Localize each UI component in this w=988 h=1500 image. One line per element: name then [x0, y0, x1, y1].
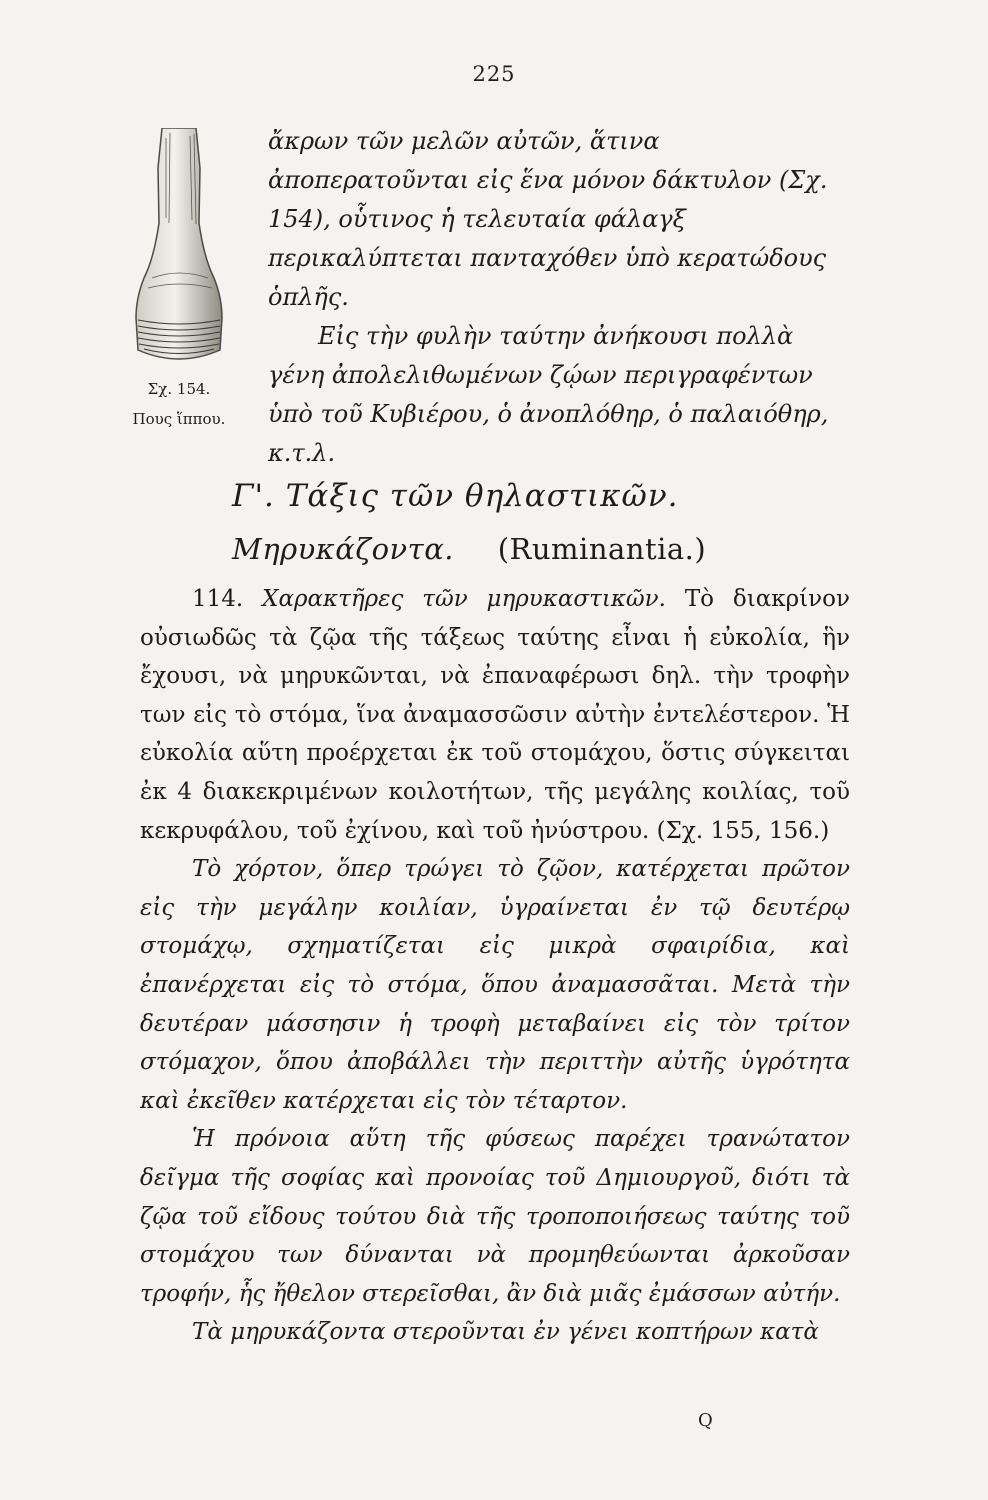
signature-mark: Q	[698, 1410, 713, 1431]
intro-paragraph-1: ἄκρων τῶν μελῶν αὐτῶν, ἅτινα ἀποπερατοῦνται εἰς ἕνα μόνον δάκτυλον (Σχ. 154), οὗτινος ἡ τελευταία φάλαγξ περικαλύπτεται πανταχόθεν ὑπὸ κερατώδους ὁπλῆς.	[268, 127, 828, 311]
paragraph-number: 114.	[192, 586, 244, 612]
page-number: 225	[472, 62, 516, 86]
order-name-latin: (Ruminantia.)	[497, 532, 707, 566]
figure-caption: Πους ἵππου.	[132, 410, 226, 428]
intro-paragraph-2: Εἰς τὴν φυλὴν ταύτην ἀνήκουσι πολλὰ γένη ἀπολελιθωμένων ζῴων περιγραφέντων ὑπὸ τοῦ Κυβιέρου, ὁ ἀνοπλόθηρ, ὁ παλαιόθηρ, κ.τ.λ.	[268, 322, 829, 467]
figure-number: Σχ. 154.	[147, 380, 211, 398]
order-heading: Γ'. Τάξις τῶν θηλαστικῶν.	[232, 478, 679, 514]
figure-horse-foot	[104, 128, 254, 450]
paragraph-114	[140, 580, 850, 850]
order-name-greek: Μηρυκάζοντα.	[232, 532, 454, 566]
paragraph-3: Ἡ πρόνοια αὕτη τῆς φύσεως παρέχει τρανώτατον δεῖγμα τῆς σοφίας καὶ προνοίας τοῦ Δημιουργοῦ, διότι τὰ ζῷα τοῦ εἴδους τούτου διὰ τῆς τροποποιήσεως ταύτης τοῦ στομάχου των δύνανται νὰ προμηθεύωνται ἀρκοῦσαν τροφήν, ἧς ἤθελον στερεῖσθαι, ἂν διὰ μιᾶς ἐμάσσων αὐτήν.	[140, 1126, 850, 1307]
paragraph-4: Τὰ μηρυκάζοντα στεροῦνται ἐν γένει κοπτήρων κατὰ	[192, 1319, 819, 1346]
paragraph-1-text: Τὸ διακρίνον οὐσιωδῶς τὰ ζῷα τῆς τάξεως ταύτης εἶναι ἡ εὐκολία, ἣν ἔχουσι, νὰ μηρυκῶνται, νὰ ἐπαναφέρωσι δηλ. τὴν τροφὴν των εἰς τὸ στόμα, ἵνα ἀναμασσῶσιν αὐτὴν ἐντελέστερον. Ἡ εὐκολία αὕτη προέρχεται ἐκ τοῦ στομάχου, ὅστις σύγκειται ἐκ 4 διακεκριμένων κοιλοτήτων, τῆς μεγάλης κοιλίας, τοῦ κεκρυφάλου, τοῦ ἐχίνου, καὶ τοῦ ἠνύστρου. (Σχ. 155, 156.)	[140, 586, 850, 844]
paragraph-title: Χαρακτῆρες τῶν μηρυκαστικῶν.	[262, 586, 666, 612]
horse-foot-illustration	[104, 128, 254, 368]
intro-text	[268, 122, 848, 473]
main-text	[140, 580, 850, 1352]
order-name-heading	[232, 532, 706, 566]
paragraph-2: Τὸ χόρτον, ὅπερ τρώγει τὸ ζῷον, κατέρχεται πρῶτον εἰς τὴν μεγάλην κοιλίαν, ὑγραίνεται ἐν τῷ δευτέρῳ στομάχῳ, σχηματίζεται εἰς μικρὰ σφαιρίδια, καὶ ἐπανέρχεται εἰς τὸ στόμα, ὅπου ἀναμασσᾶται. Μετὰ τὴν δευτέραν μάσσησιν ἡ τροφὴ μεταβαίνει εἰς τὸν τρίτον στόμαχον, ὅπου ἀποβάλλει τὴν περιττὴν αὐτῆς ὑγρότητα καὶ ἐκεῖθεν κατέρχεται εἰς τὸν τέταρτον.	[140, 856, 850, 1114]
